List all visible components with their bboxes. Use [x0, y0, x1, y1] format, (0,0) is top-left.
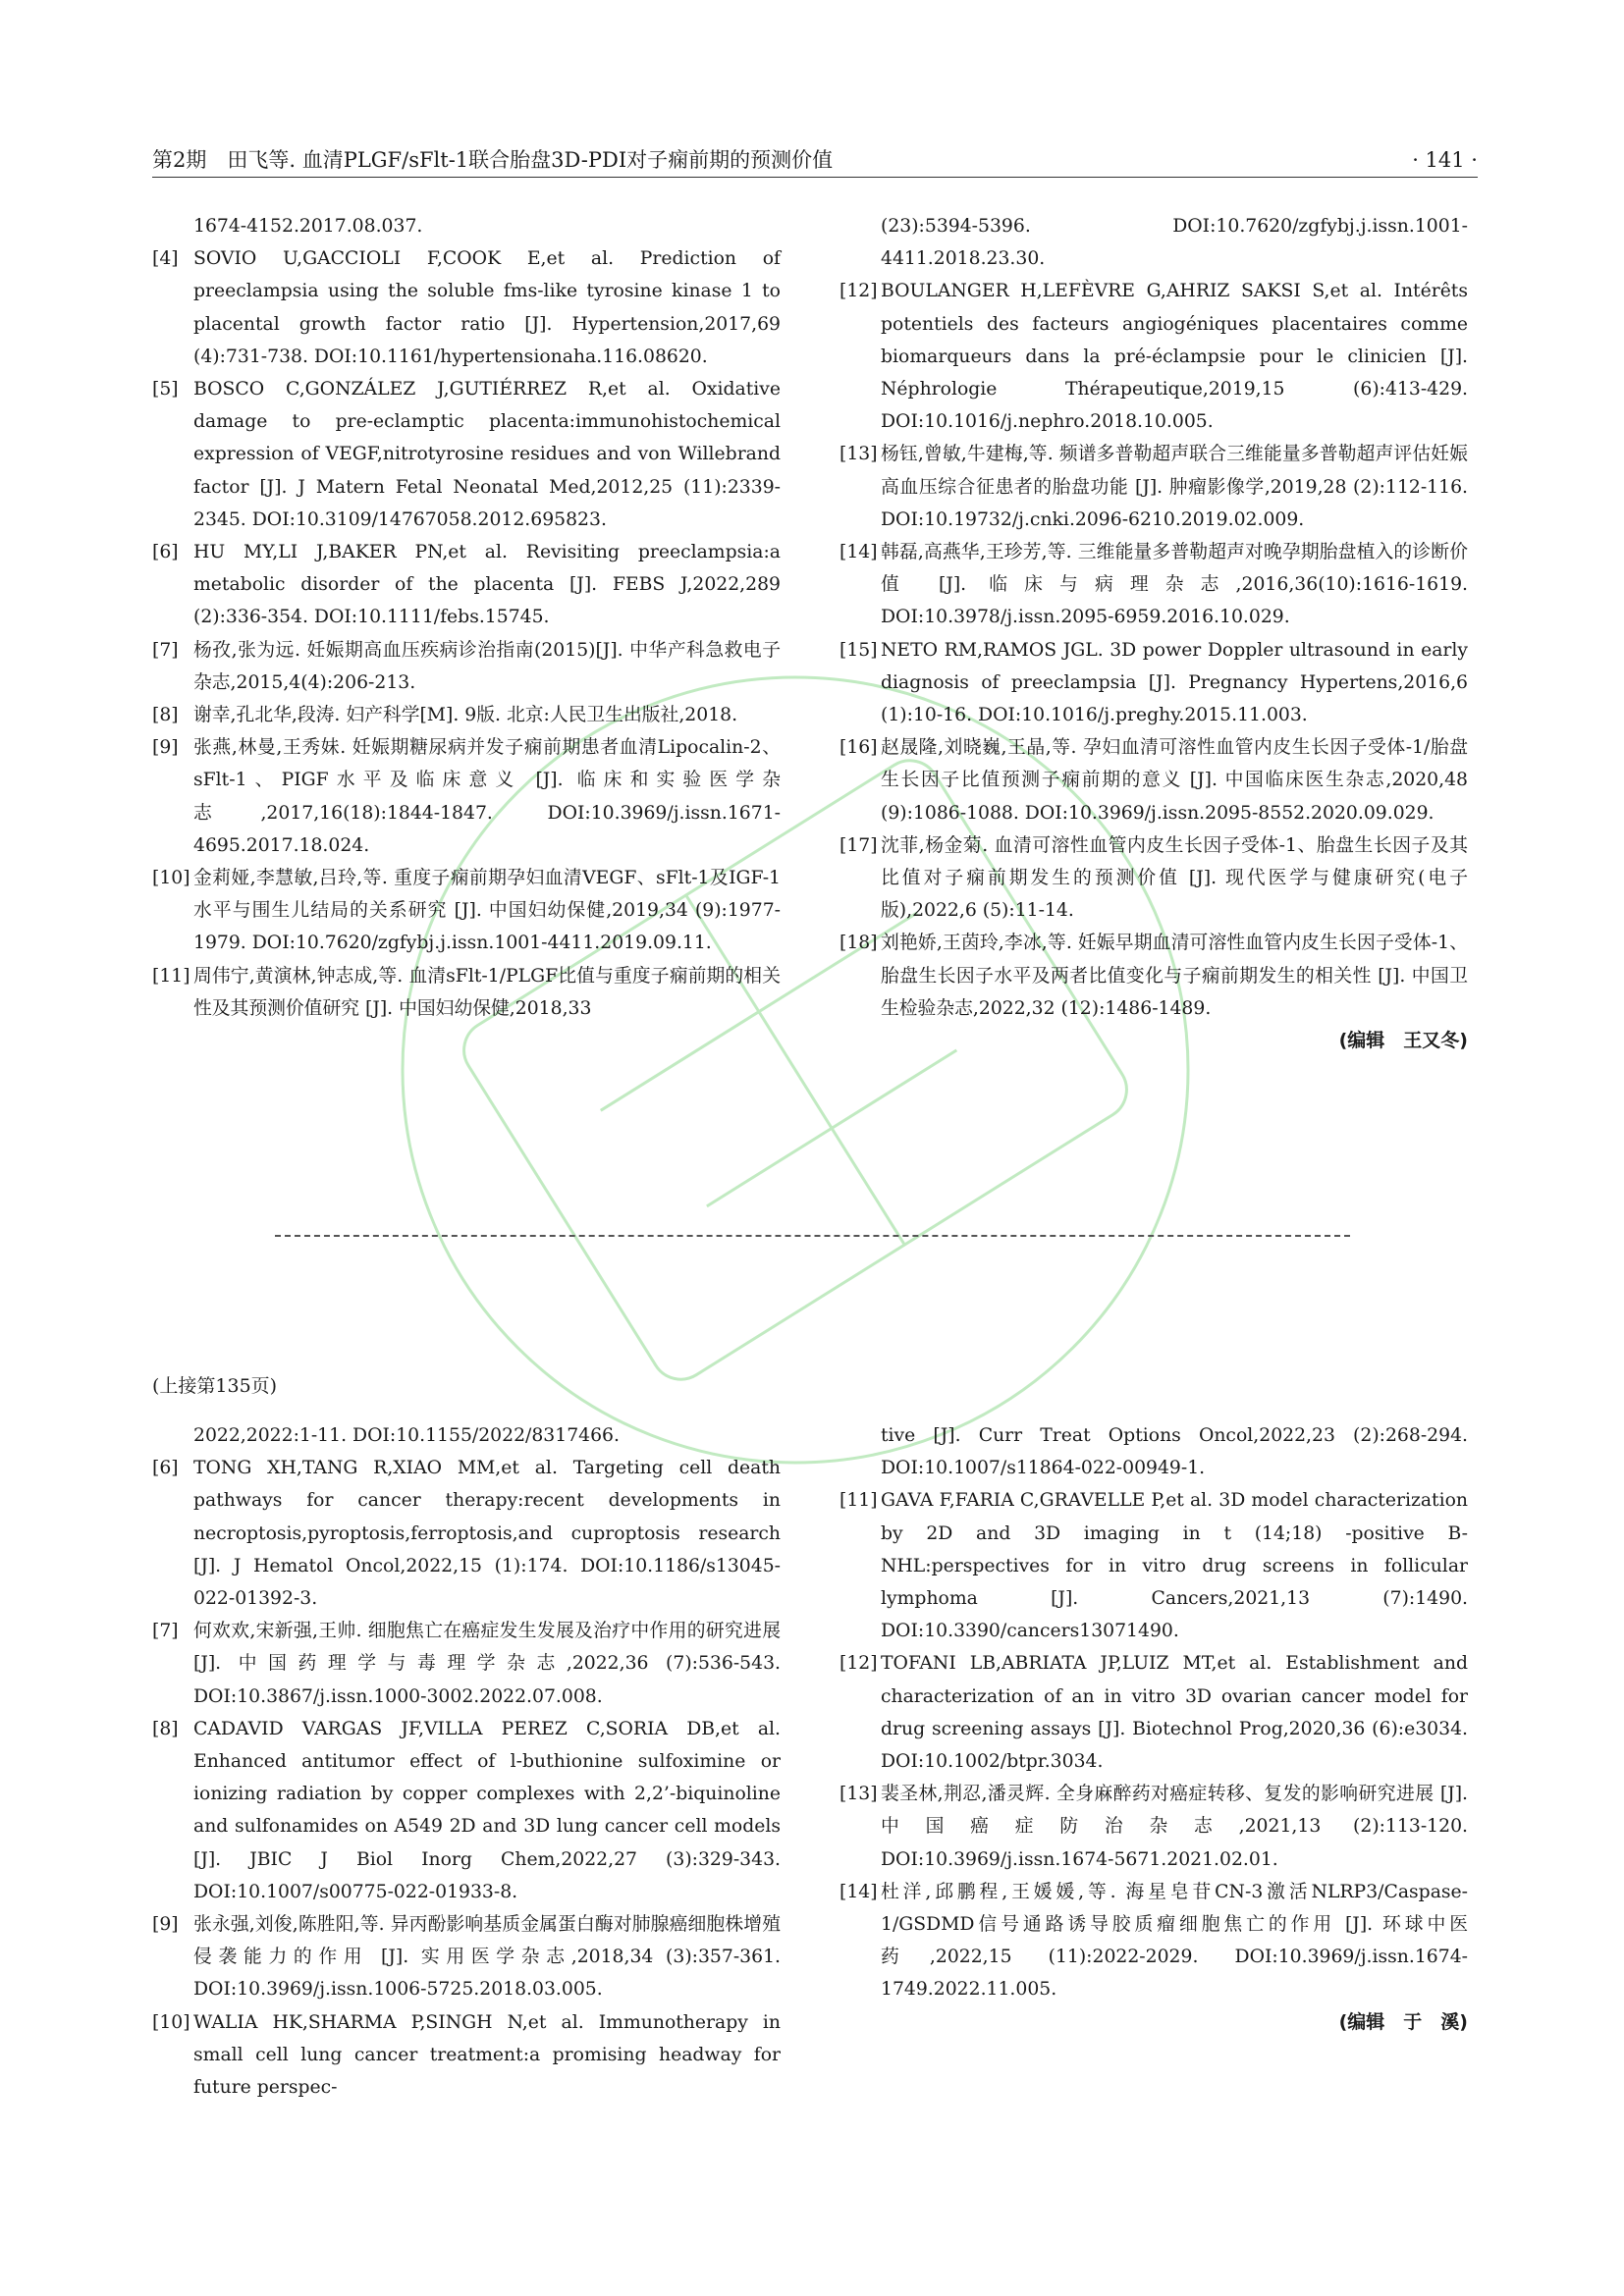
reference-text: tive [J]. Curr Treat Options Oncol,2022,23 (2):268-294. DOI:10.1007/s11864-022-00949-1. — [881, 1425, 1468, 1479]
reference-text: 赵晟隆,刘晓巍,王晶,等. 孕妇血清可溶性血管内皮生长因子受体-1/胎盘生长因子比值预测子痫前期的意义 [J]. 中国临床医生杂志,2020,48 (9):1086-1088. DOI:10.3969/j.issn.2095-8552.2020.09.029. — [881, 737, 1468, 824]
reference-entry — [152, 731, 781, 862]
reference-entry — [152, 1452, 781, 1615]
reference-entry — [839, 1876, 1468, 2006]
reference-number: [6] — [152, 1458, 179, 1479]
reference-entry — [152, 1615, 781, 1713]
reference-entry — [152, 699, 781, 731]
reference-text: 何欢欢,宋新强,王帅. 细胞焦亡在癌症发生发展及治疗中作用的研究进展 [J]. 中国药理学与毒理学杂志,2022,36 (7):536-543. DOI:10.3867/j.issn.1000-3002.2022.07.008. — [193, 1621, 781, 1707]
continued-from-note: (上接第135页) — [152, 1375, 278, 1397]
reference-entry — [839, 1419, 1468, 1484]
reference-text: TOFANI LB,ABRIATA JP,LUIZ MT,et al. Establishment and characterization of an in vitro 3D ovarian cancer model for drug screening assays [J]. Biotechnol Prog,2020,36 (6):e3034. DOI:10.1002/btpr.3034. — [881, 1653, 1468, 1773]
reference-number: [7] — [152, 639, 179, 661]
reference-number: [11] — [839, 1490, 878, 1512]
top-left-column — [152, 210, 781, 1025]
reference-entry — [839, 829, 1468, 928]
editor-credit: (编辑 王又冬) — [1338, 1030, 1468, 1052]
reference-text: GAVA F,FARIA C,GRAVELLE P,et al. 3D model characterization by 2D and 3D imaging in t (14;18) -positive B-NHL:perspectives for in vitro drug screens in follicular lymphoma [J]. Cancers,2021,13 (7):1490. DOI:10.3390/cancers13071490. — [881, 1490, 1468, 1642]
bottom-left-column — [152, 1419, 781, 2104]
reference-text: WALIA HK,SHARMA P,SINGH N,et al. Immunotherapy in small cell lung cancer treatment:a promising headway for future perspec- — [193, 2011, 781, 2099]
reference-entry — [152, 1713, 781, 1908]
reference-text: 韩磊,高燕华,王珍芳,等. 三维能量多普勒超声对晚孕期胎盘植入的诊断价值 [J]. 临床与病理杂志,2016,36(10):1616-1619. DOI:10.3978/j.issn.2095-6959.2016.10.029. — [881, 542, 1468, 628]
section-divider — [275, 1235, 1350, 1237]
reference-text: 1674-4152.2017.08.037. — [193, 216, 423, 237]
reference-entry — [839, 731, 1468, 829]
reference-text: 2022,2022:1-11. DOI:10.1155/2022/8317466. — [193, 1425, 620, 1446]
reference-text: BOSCO C,GONZÁLEZ J,GUTIÉRREZ R,et al. Oxidative damage to pre-eclamptic placenta:immunohistochemical expression of VEGF,nitrotyrosine residues and von Willebrand factor [J]. J Matern Fetal Neonatal Med,2012,25 (11):2339-2345. DOI:10.3109/14767058.2012.695823. — [193, 379, 781, 530]
reference-number: [14] — [839, 542, 878, 563]
reference-text: 张永强,刘俊,陈胜阳,等. 异丙酚影响基质金属蛋白酶对肺腺癌细胞株增殖侵袭能力的作用 [J]. 实用医学杂志,2018,34 (3):357-361. DOI:10.3969/j.issn.1006-5725.2018.03.005. — [193, 1914, 781, 2001]
reference-number: [9] — [152, 1914, 179, 1936]
reference-entry — [152, 1908, 781, 2006]
bottom-right-column — [839, 1419, 1468, 2039]
top-right-column — [839, 210, 1468, 1057]
reference-entry — [839, 275, 1468, 438]
reference-entry — [839, 927, 1468, 1025]
reference-entry — [152, 960, 781, 1025]
reference-number: [16] — [839, 737, 878, 759]
reference-number: [12] — [839, 1653, 878, 1675]
running-header — [152, 143, 1478, 178]
reference-text: 金莉娅,李慧敏,吕玲,等. 重度子痫前期孕妇血清VEGF、sFlt-1及IGF-1水平与围生儿结局的关系研究 [J]. 中国妇幼保健,2019,34 (9):1977-1979. DOI:10.7620/zgfybj.j.issn.1001-4411.2019.09.11. — [193, 868, 781, 954]
reference-text: 周伟宁,黄演林,钟志成,等. 血清sFlt-1/PLGF比值与重度子痫前期的相关性及其预测价值研究 [J]. 中国妇幼保健,2018,33 — [193, 965, 781, 1019]
reference-number: [10] — [152, 868, 190, 889]
reference-entry — [839, 1484, 1468, 1647]
reference-text: 张燕,林曼,王秀妹. 妊娠期糖尿病并发子痫前期患者血清Lipocalin-2、sFlt-1、PIGF水平及临床意义 [J]. 临床和实验医学杂志,2017,16(18):1844-1847. DOI:10.3969/j.issn.1671-4695.2017.18.024. — [193, 737, 781, 856]
reference-number: [14] — [839, 1881, 878, 1902]
reference-text: 刘艳娇,王茵玲,李冰,等. 妊娠早期血清可溶性血管内皮生长因子受体-1、胎盘生长因子水平及两者比值变化与子痫前期发生的相关性 [J]. 中国卫生检验杂志,2022,32 (12):1486-1489. — [881, 933, 1468, 1019]
reference-entry — [152, 536, 781, 634]
reference-entry — [839, 438, 1468, 536]
reference-text: 杨孜,张为远. 妊娠期高血压疾病诊治指南(2015)[J]. 中华产科急救电子杂志,2015,4(4):206-213. — [193, 639, 781, 693]
reference-number: [7] — [152, 1621, 179, 1642]
reference-entry — [152, 634, 781, 699]
reference-entry — [839, 1647, 1468, 1778]
reference-entry — [152, 242, 781, 373]
reference-number: [4] — [152, 248, 179, 270]
reference-text: 杨钰,曾敏,牛建梅,等. 频谱多普勒超声联合三维能量多普勒超声评估妊娠高血压综合征患者的胎盘功能 [J]. 肿瘤影像学,2019,28 (2):112-116. DOI:10.19732/j.cnki.2096-6210.2019.02.009. — [881, 444, 1468, 530]
reference-number: [10] — [152, 2011, 190, 2033]
editor-credit: (编辑 于 溪) — [1338, 2010, 1468, 2033]
reference-entry — [152, 862, 781, 960]
reference-number: [6] — [152, 542, 179, 563]
reference-number: [17] — [839, 834, 878, 856]
page-number: · 141 · — [1412, 148, 1478, 172]
reference-entry — [839, 1778, 1468, 1876]
reference-text: 裴圣林,荆忍,潘灵辉. 全身麻醉药对癌症转移、复发的影响研究进展 [J]. 中国癌症防治杂志,2021,13 (2):113-120. DOI:10.3969/j.issn.1674-5671.2021.02.01. — [881, 1784, 1468, 1870]
reference-number: [11] — [152, 965, 190, 987]
reference-entry — [152, 1419, 781, 1452]
reference-entry — [152, 210, 781, 242]
reference-text: NETO RM,RAMOS JGL. 3D power Doppler ultrasound in early diagnosis of preeclampsia [J]. Pregnancy Hypertens,2016,6 (1):10-16. DOI:10.1016/j.preghy.2015.11.003. — [881, 639, 1468, 726]
reference-text: BOULANGER H,LEFÈVRE G,AHRIZ SAKSI S,et al. Intérêts potentiels des facteurs angiogéniques placentaires comme biomarqueurs dans la pré-éclampsie pour le clinicien [J]. Néphrologie Thérapeutique,2019,15 (6):413-429. DOI:10.1016/j.nephro.2018.10.005. — [881, 281, 1468, 433]
reference-entry — [152, 2006, 781, 2105]
reference-number: [13] — [839, 1784, 878, 1805]
reference-number: [12] — [839, 281, 878, 302]
reference-entry — [839, 634, 1468, 732]
header-journal-title: 第2期 田飞等. 血清PLGF/sFlt-1联合胎盘3D-PDI对子痫前期的预测价值 — [152, 148, 834, 172]
reference-number: [8] — [152, 1718, 179, 1739]
reference-text: CADAVID VARGAS JF,VILLA PEREZ C,SORIA DB,et al. Enhanced antitumor effect of l-buthionine sulfoximine or ionizing radiation by copper complexes with 2,2’-biquinoline and sulfonamides on A549 2D and 3D lung cancer cell models [J]. JBIC J Biol Inorg Chem,2022,27 (3):329-343. DOI:10.1007/s00775-022-01933-8. — [193, 1718, 781, 1902]
reference-text: (23):5394-5396. DOI:10.7620/zgfybj.j.issn.1001-4411.2018.23.30. — [881, 216, 1468, 270]
reference-text: 谢幸,孔北华,段涛. 妇产科学[M]. 9版. 北京:人民卫生出版社,2018. — [193, 705, 738, 726]
reference-number: [13] — [839, 444, 878, 465]
reference-number: [8] — [152, 705, 179, 726]
reference-number: [18] — [839, 933, 878, 954]
reference-text: 沈菲,杨金菊. 血清可溶性血管内皮生长因子受体-1、胎盘生长因子及其比值对子痫前期发生的预测价值 [J]. 现代医学与健康研究(电子版),2022,6 (5):11-14. — [881, 834, 1468, 922]
reference-number: [15] — [839, 639, 878, 661]
reference-number: [9] — [152, 737, 179, 759]
reference-entry — [152, 373, 781, 536]
reference-text: SOVIO U,GACCIOLI F,COOK E,et al. Prediction of preeclampsia using the soluble fms-like tyrosine kinase 1 to placental growth factor ratio [J]. Hypertension,2017,69 (4):731-738. DOI:10.1161/hypertensionaha.116.08620. — [193, 248, 781, 367]
reference-text: TONG XH,TANG R,XIAO MM,et al. Targeting cell death pathways for cancer therapy:recent developments in necroptosis,pyroptosis,ferroptosis,and cuproptosis research [J]. J Hematol Oncol,2022,15 (1):174. DOI:10.1186/s13045-022-01392-3. — [193, 1458, 781, 1610]
reference-entry — [839, 536, 1468, 634]
reference-number: [5] — [152, 379, 179, 400]
reference-entry — [839, 210, 1468, 275]
reference-text: HU MY,LI J,BAKER PN,et al. Revisiting preeclampsia:a metabolic disorder of the placenta [J]. FEBS J,2022,289 (2):336-354. DOI:10.1111/febs.15745. — [193, 542, 781, 628]
reference-text: 杜洋,邱鹏程,王媛媛,等. 海星皂苷CN-3激活NLRP3/Caspase-1/GSDMD信号通路诱导胶质瘤细胞焦亡的作用 [J]. 环球中医药,2022,15 (11):2022-2029. DOI:10.3969/j.issn.1674-1749.2022.11.005. — [881, 1881, 1468, 2001]
